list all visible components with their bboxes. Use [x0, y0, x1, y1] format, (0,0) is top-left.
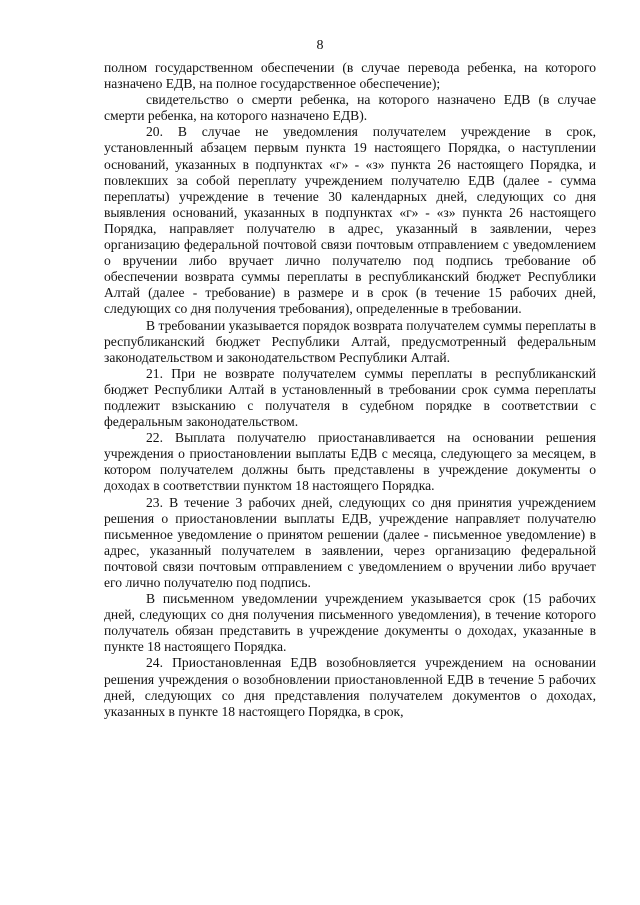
document-body: [104, 60, 596, 720]
paragraph-item-23: 23. В течение 3 рабочих дней, следующих со дня принятия учреждением решения о приостановлении выплаты ЕДВ, учреждение направляет получателю письменное уведомление о принятом решении (далее - письменное уведомление) в адрес, указанный получателем в заявлении, через организацию федеральной почтовой связи почтовым отправлением с уведомлением о вручении либо вручает его лично получателю под подпись.: [104, 494, 596, 590]
page-number: 8: [316, 38, 324, 53]
paragraph-continued: полном государственном обеспечении (в случае перевода ребенка, на которого назначено ЕДВ, на полное государственное обеспечение);: [104, 60, 596, 92]
paragraph-repayment-procedure: В требовании указывается порядок возврата получателем суммы переплаты в республиканский бюджет Республики Алтай, предусмотренный федеральным законодательством и законодательством Республики Алтай.: [104, 317, 596, 365]
paragraph-item-24: 24. Приостановленная ЕДВ возобновляется учреждением на основании решения учреждения о возобновлении приостановленной ЕДВ в течение 5 рабочих дней, следующих со дня представления получателем документов о доходах, указанных в пункте 18 настоящего Порядка, в срок,: [104, 655, 596, 719]
paragraph-item-20: 20. В случае не уведомления получателем учреждение в срок, установленный абзацем первым пункта 19 настоящего Порядка, о наступлении оснований, указанных в подпунктах «г» - «з» пункта 26 настоящего Порядка, и повлекших за собой переплату учреждением получателю ЕДВ (далее - сумма переплаты) учреждение в течение 30 календарных дней, следующих со дня выявления оснований, указанных в подпунктах «г» - «з» пункта 26 настоящего Порядка, направляет получателю в адрес, указанный в заявлении, через организацию федеральной почтовой связи почтовым отправлением с уведомлением о вручении либо вручает лично получателю под подпись требование об обеспечении возврата суммы переплаты в республиканский бюджет Республики Алтай (далее - требование) в размере и в срок (в течение 15 рабочих дней, следующих со дня получения требования), определенные в требовании.: [104, 124, 596, 317]
paragraph-item-21: 21. При не возврате получателем суммы переплаты в республиканский бюджет Республики Алтай в установленный в требовании срок сумма переплаты подлежит взысканию с получателя в судебном порядке в соответствии с федеральным законодательством.: [104, 365, 596, 430]
paragraph-item-22: 22. Выплата получателю приостанавливается на основании решения учреждения о приостановлении выплаты ЕДВ с месяца, следующего за месяцем, в котором получателем должны быть представлены в учреждение документы о доходах в соответствии пунктом 18 настоящего Порядка.: [104, 430, 596, 494]
paragraph-written-notice: В письменном уведомлении учреждением указывается срок (15 рабочих дней, следующих со дня получения письменного уведомления), в течение которого получатель обязан представить в учреждение документы о доходах, указанные в пункте 18 настоящего Порядка.: [104, 591, 596, 655]
paragraph-death-certificate: свидетельство о смерти ребенка, на которого назначено ЕДВ (в случае смерти ребенка, на которого назначено ЕДВ).: [104, 92, 596, 124]
